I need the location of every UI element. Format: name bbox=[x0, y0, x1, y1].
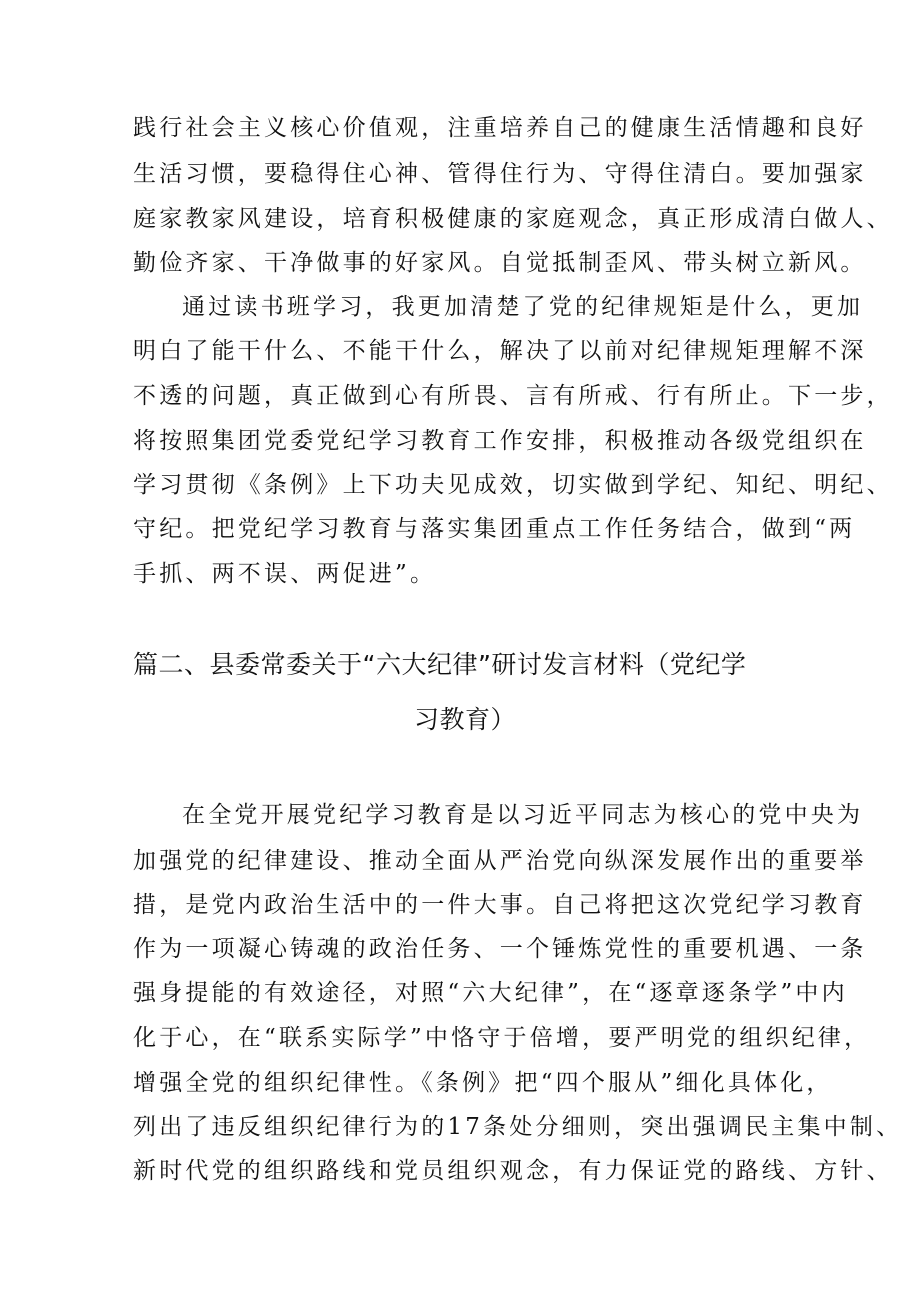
text-line: 守纪。把党纪学习教育与落实集团重点工作任务结合，做到“两 bbox=[133, 516, 856, 542]
text-line: 勤俭齐家、干净做事的好家风。自觉抵制歪风、带头树立新风。 bbox=[133, 250, 867, 276]
text-line: 作为一项凝心铸魂的政治任务、一个锤炼党性的重要机遇、一条 bbox=[133, 936, 867, 962]
text-line: 践行社会主义核心价值观，注重培养自己的健康生活情趣和良好 bbox=[133, 115, 867, 141]
text-line: 学习贯彻《条例》上下功夫见成效，切实做到学纪、知纪、明纪、 bbox=[133, 472, 893, 498]
text-line: 增强全党的组织纪律性。《条例》把“四个服从”细化具体化， bbox=[133, 1070, 833, 1096]
text-line: 化于心，在“联系实际学”中恪守于倍增，要严明党的组织纪律， bbox=[133, 1025, 871, 1051]
text-line: 将按照集团党委党纪学习教育工作安排，积极推动各级党组织在 bbox=[133, 428, 867, 454]
text-line: 通过读书班学习，我更加清楚了党的纪律规矩是什么，更加 bbox=[182, 294, 864, 320]
heading-line-2: 习教育） bbox=[414, 705, 517, 734]
text-line: 新时代党的组织路线和党员组织观念，有力保证党的路线、方针、 bbox=[133, 1158, 893, 1184]
text-line: 强身提能的有效途径，对照“六大纪律”，在“逐章逐条学”中内 bbox=[133, 980, 848, 1006]
text-line: 明白了能干什么、不能干什么，解决了以前对纪律规矩理解不深 bbox=[133, 338, 867, 364]
text-line: 不透的问题，真正做到心有所畏、言有所戒、行有所止。下一步， bbox=[133, 383, 893, 409]
text-line: 措，是党内政治生活中的一件大事。自己将把这次党纪学习教育 bbox=[133, 892, 867, 918]
heading-line-1: 篇二、县委常委关于“六大纪律”研讨发言材料（党纪学 bbox=[133, 650, 747, 679]
text-line: 手抓、两不误、两促进”。 bbox=[133, 561, 437, 587]
text-line: 生活习惯，要稳得住心神、管得住行为、守得住清白。要加强家 bbox=[133, 161, 867, 187]
text-line: 加强党的纪律建设、推动全面从严治党向纵深发展作出的重要举 bbox=[133, 848, 867, 874]
text-line: 在全党开展党纪学习教育是以习近平同志为核心的党中央为 bbox=[182, 802, 864, 828]
text-line: 列出了违反组织纪律行为的17条处分细则，突出强调民主集中制、 bbox=[133, 1114, 903, 1140]
text-line: 庭家教家风建设，培育积极健康的家庭观念，真正形成清白做人、 bbox=[133, 206, 893, 232]
